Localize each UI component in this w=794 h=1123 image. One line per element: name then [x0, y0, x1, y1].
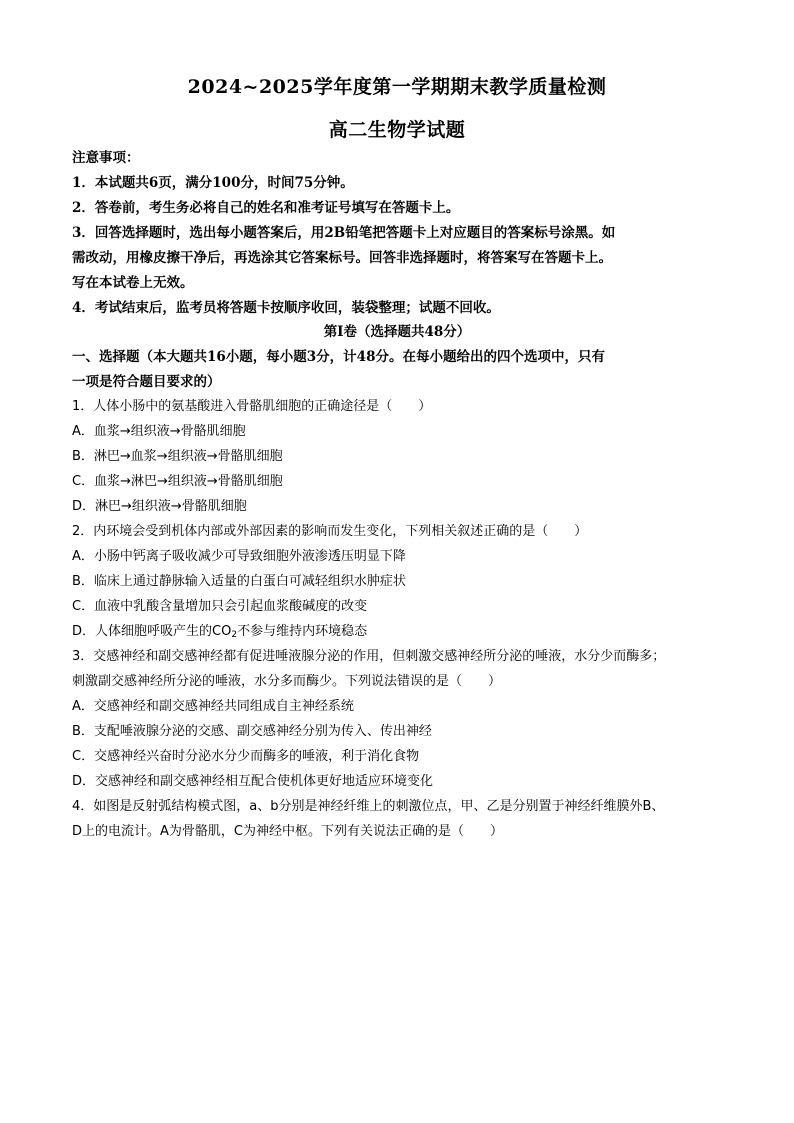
question-2-option-a: A．小肠中钙离子吸收减少可导致细胞外液渗透压明显下降: [72, 549, 406, 564]
question-4-stem-line-1: 4．如图是反射弧结构模式图，a、b分别是神经纤维上的刺激位点，甲、乙是分别置于神经纤维膜外B、: [72, 799, 665, 814]
question-2-option-d-text: D．人体细胞呼吸产生的CO: [72, 624, 232, 639]
notice-item-2: 2．答卷前，考生务必将自己的姓名和准考证号填写在答题卡上。: [72, 200, 460, 216]
notice-heading: 注意事项：: [72, 150, 140, 166]
question-3-option-b: B．支配唾液腺分泌的交感、副交感神经分别为传入、传出神经: [72, 724, 432, 739]
question-3-option-d: D．交感神经和副交感神经相互配合使机体更好地适应环境变化: [72, 774, 434, 789]
notice-item-3-line-1: 3．回答选择题时，选出每小题答案后，用2B铅笔把答题卡上对应题目的答案标号涂黑。如: [72, 225, 616, 241]
question-2-option-b: B．临床上通过静脉输入适量的白蛋白可减轻组织水肿症状: [72, 574, 406, 589]
question-2-option-d-tail: 不参与维持内环境稳态: [237, 624, 368, 639]
notice-item-4: 4．考试结束后，监考员将答题卡按顺序收回，装袋整理；试题不回收。: [72, 300, 500, 316]
exam-subject-title: 高二生物学试题: [328, 119, 466, 141]
question-1-option-b: B．淋巴→血浆→组织液→骨骼肌细胞: [72, 449, 283, 464]
question-1-option-a: A．血浆→组织液→骨骼肌细胞: [72, 424, 246, 439]
question-2-option-c: C．血液中乳酸含量增加只会引起血浆酸碱度的改变: [72, 599, 368, 614]
volume-heading: 第Ⅰ卷（选择题共48分）: [323, 324, 471, 340]
co2-subscript: 2: [231, 630, 238, 640]
question-1-option-c: C．血浆→淋巴→组织液→骨骼肌细胞: [72, 474, 283, 489]
notice-item-3-line-2: 需改动，用橡皮擦干净后，再选涂其它答案标号。回答非选择题时，将答案写在答题卡上。: [72, 250, 612, 266]
notice-item-1: 1．本试题共6页，满分100分，时间75分钟。: [72, 175, 354, 191]
question-3-stem-line-2: 刺激副交感神经所分泌的唾液，水分多而酶少。下列说法错误的是（ ）: [72, 674, 502, 689]
question-3-stem-line-1: 3．交感神经和副交感神经都有促进唾液腺分泌的作用，但刺激交感神经所分泌的唾液，水分少而酶多；: [72, 649, 666, 664]
question-3-option-c: C．交感神经兴奋时分泌水分少而酶多的唾液，利于消化食物: [72, 749, 420, 764]
notice-item-3-line-3: 写在本试卷上无效。: [72, 275, 194, 291]
section-heading-line-2: 一项是符合题目要求的）: [72, 374, 221, 390]
question-2-option-d: [72, 622, 732, 645]
section-heading-line-1: 一、选择题（本大题共16小题，每小题3分，计48分。在每小题给出的四个选项中，只有: [72, 349, 605, 365]
question-2-stem: 2．内环境会受到机体内部或外部因素的影响而发生变化，下列相关叙述正确的是（ ）: [72, 524, 588, 539]
question-1-option-d: D．淋巴→组织液→骨骼肌细胞: [72, 499, 247, 514]
exam-title: 2024~2025学年度第一学期期末教学质量检测: [187, 76, 607, 98]
question-1-stem: 1．人体小肠中的氨基酸进入骨骼肌细胞的正确途径是（ ）: [72, 399, 432, 414]
question-4-stem-line-2: D上的电流计。A为骨骼肌，C为神经中枢。下列有关说法正确的是（ ）: [72, 824, 503, 839]
question-3-option-a: A．交感神经和副交感神经共同组成自主神经系统: [72, 699, 354, 714]
